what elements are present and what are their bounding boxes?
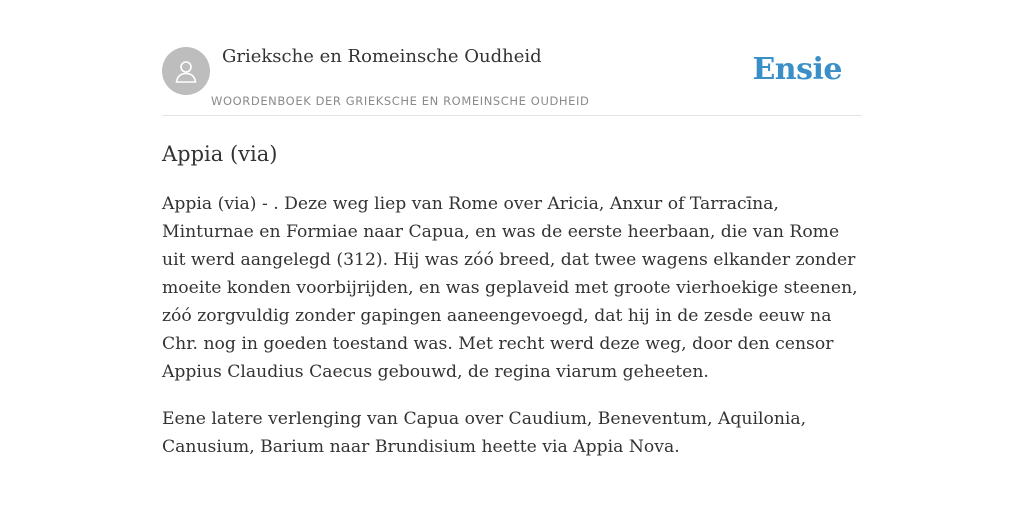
source-title[interactable]: Grieksche en Romeinsche Oudheid [222, 46, 542, 67]
source-subtitle: WOORDENBOEK DER GRIEKSCHE EN ROMEINSCHE OUDHEID [211, 94, 590, 108]
avatar[interactable] [162, 47, 210, 95]
entry-card [162, 38, 862, 461]
ensie-logo[interactable]: Ensie [752, 52, 842, 87]
entry-paragraph: Eene latere verlenging van Capua over Caudium, Beneventum, Aquilonia, Canusium, Barium naar Brundisium heette via Appia Nova. [162, 409, 807, 457]
page-title: Appia (via) [162, 142, 278, 166]
entry-paragraph: Appia (via) - . Deze weg liep van Rome over Aricia, Anxur of Tarracīna, Minturnae en Formiae naar Capua, en was de eerste heerbaan, die van Rome uit werd aangelegd (312). Hij was zóó breed, dat twee wagens elkander zonder moeite konden voorbijrijden, en was geplaveid met groote vierhoekige steenen, zóó zorgvuldig zonder gapingen aaneengevoegd, dat hij in de zesde eeuw na Chr. nog in goeden toestand was. Met recht werd deze weg, door den censor Appius Claudius Caecus gebouwd, de regina viarum geheeten. [162, 194, 858, 382]
user-silhouette-icon [173, 58, 199, 84]
entry-header [162, 38, 862, 116]
